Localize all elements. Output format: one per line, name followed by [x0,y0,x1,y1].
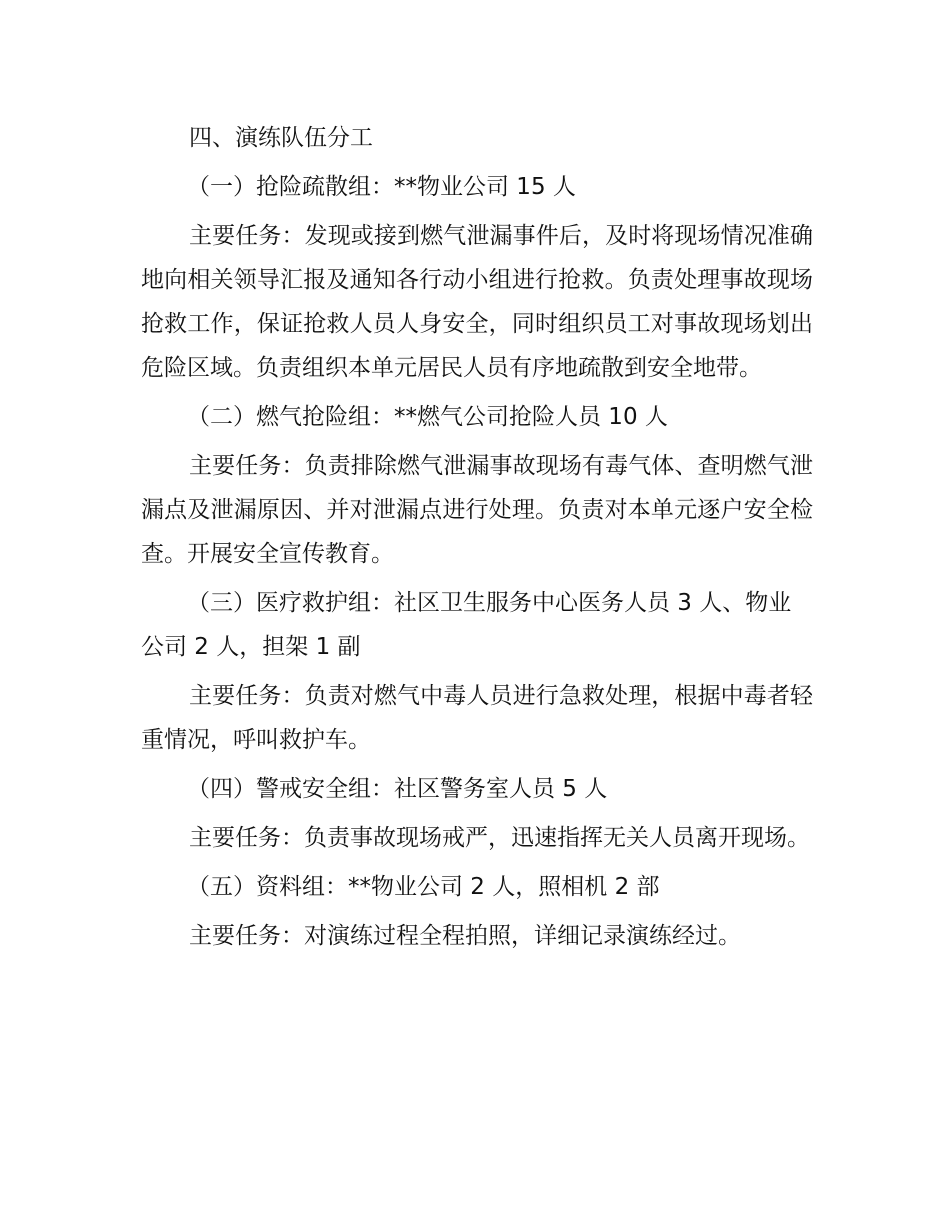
group-task-security: 主要任务：负责事故现场戒严，迅速指挥无关人员离开现场。 [189,825,810,851]
group-title-medical: （三）医疗救护组：社区卫生服务中心医务人员 3 人、物业公司 2 人，担架 1 副 [141,590,792,660]
group-task-medical: 主要任务：负责对燃气中毒人员进行急救处理，根据中毒者轻重情况，呼叫救护车。 [141,683,813,753]
group-title-security: （四）警戒安全组：社区警务室人员 5 人 [187,776,608,802]
group-task-rescue-evacuation: 主要任务：发现或接到燃气泄漏事件后，及时将现场情况准确地向相关领导汇报及通知各行动小组进行抢救。负责处理事故现场抢救工作，保证抢救人员人身安全，同时组织员工对事故现场划出危险区域。负责组织本单元居民人员有序地疏散到安全地带。 [141,223,813,381]
group-title-gas-rescue: （二）燃气抢险组：**燃气公司抢险人员 10 人 [187,404,668,430]
group-task-gas-rescue: 主要任务：负责排除燃气泄漏事故现场有毒气体、查明燃气泄漏点及泄漏原因、并对泄漏点进行处理。负责对本单元逐户安全检查。开展安全宣传教育。 [141,453,813,567]
group-title-records: （五）资料组：**物业公司 2 人，照相机 2 部 [187,874,660,900]
document-body [141,116,813,963]
group-task-records: 主要任务：对演练过程全程拍照，详细记录演练经过。 [189,923,741,949]
group-title-rescue-evacuation: （一）抢险疏散组：**物业公司 15 人 [187,174,576,200]
section-heading: 四、演练队伍分工 [189,125,373,151]
